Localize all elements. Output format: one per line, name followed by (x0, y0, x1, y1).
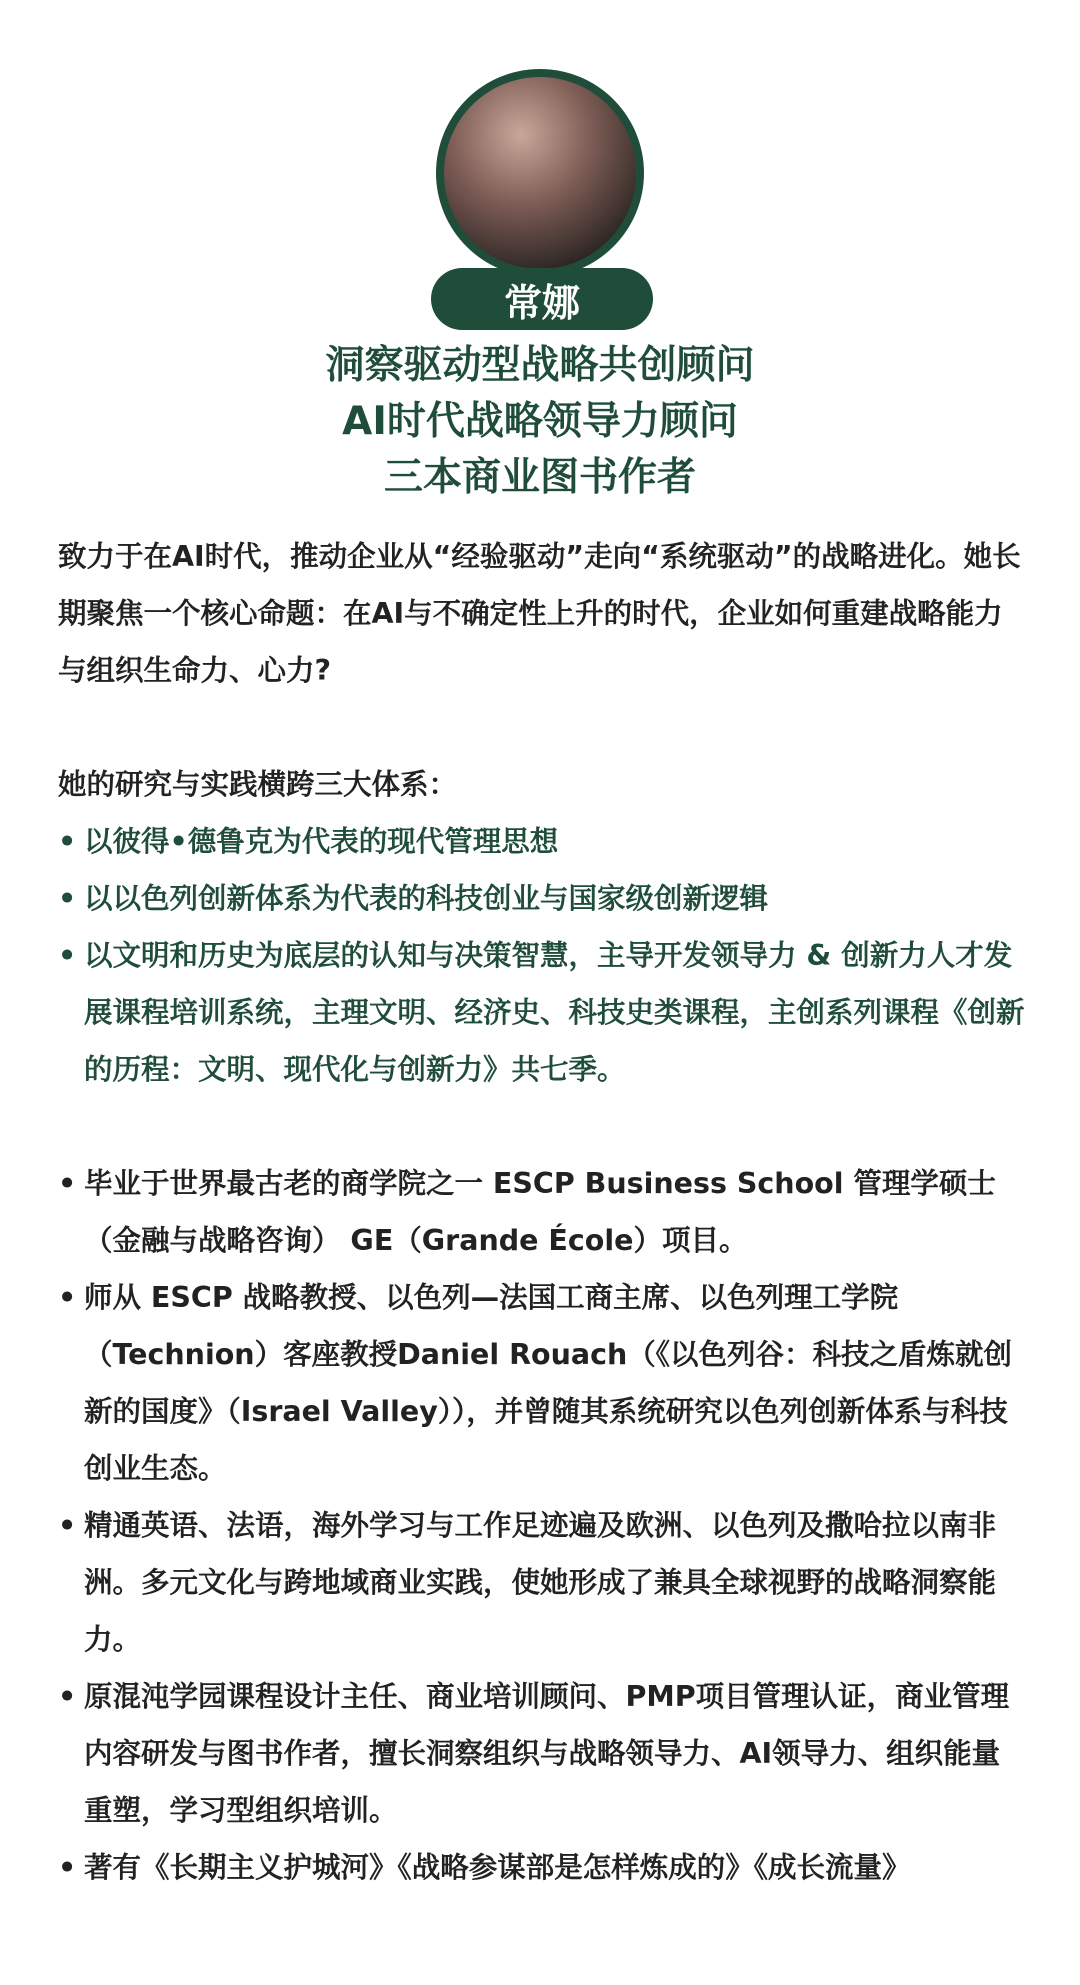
avatar (436, 69, 644, 277)
research-list (58, 813, 1028, 1098)
title-line: 三本商业图书作者 (383, 455, 696, 500)
bio-item: • 毕业于世界最古老的商学院之一 ESCP Business School 管理学硕士（金融与战略咨询） GE（Grande École）项目。 (58, 1155, 1028, 1269)
bio-item: • 著有《长期主义护城河》《战略参谋部是怎样炼成的》《成长流量》 (58, 1839, 1028, 1896)
bio-item: • 原混沌学园课程设计主任、商业培训顾问、PMP项目管理认证，商业管理内容研发与图书作者，擅长洞察组织与战略领导力、AI领导力、组织能量重塑，学习型组织培训。 (58, 1668, 1028, 1839)
title-block (0, 338, 1080, 506)
bio-item: • 师从 ESCP 战略教授、以色列—法国工商主席、以色列理工学院（Technion）客座教授Daniel Rouach（《以色列谷：科技之盾炼就创新的国度》（Israel Valley）），并曾随其系统研究以色列创新体系与科技创业生态。 (58, 1269, 1028, 1497)
bio-item: • 精通英语、法语，海外学习与工作足迹遍及欧洲、以色列及撒哈拉以南非洲。多元文化与跨地域商业实践，使她形成了兼具全球视野的战略洞察能力。 (58, 1497, 1028, 1668)
intro-paragraph: 致力于在AI时代，推动企业从“经验驱动”走向“系统驱动”的战略进化。她长期聚焦一个核心命题：在AI与不确定性上升的时代，企业如何重建战略能力与组织生命力、心力? (58, 540, 1021, 687)
research-item: • 以文明和历史为底层的认知与决策智慧，主导开发领导力 & 创新力人才发展课程培训系统，主理文明、经济史、科技史类课程，主创系列课程《创新的历程：文明、现代化与创新力》共七季。 (58, 927, 1028, 1098)
bio-content (58, 528, 1028, 1896)
name-badge: 常娜 (431, 268, 653, 330)
bio-list (58, 1155, 1028, 1896)
research-item: • 以以色列创新体系为代表的科技创业与国家级创新逻辑 (58, 870, 1028, 927)
title-line: AI时代战略领导力顾问 (342, 399, 738, 444)
research-item: • 以彼得•德鲁克为代表的现代管理思想 (58, 813, 1028, 870)
avatar-photo (444, 77, 636, 269)
title-line: 洞察驱动型战略共创顾问 (325, 343, 755, 388)
research-heading: 她的研究与实践横跨三大体系： (58, 768, 458, 801)
